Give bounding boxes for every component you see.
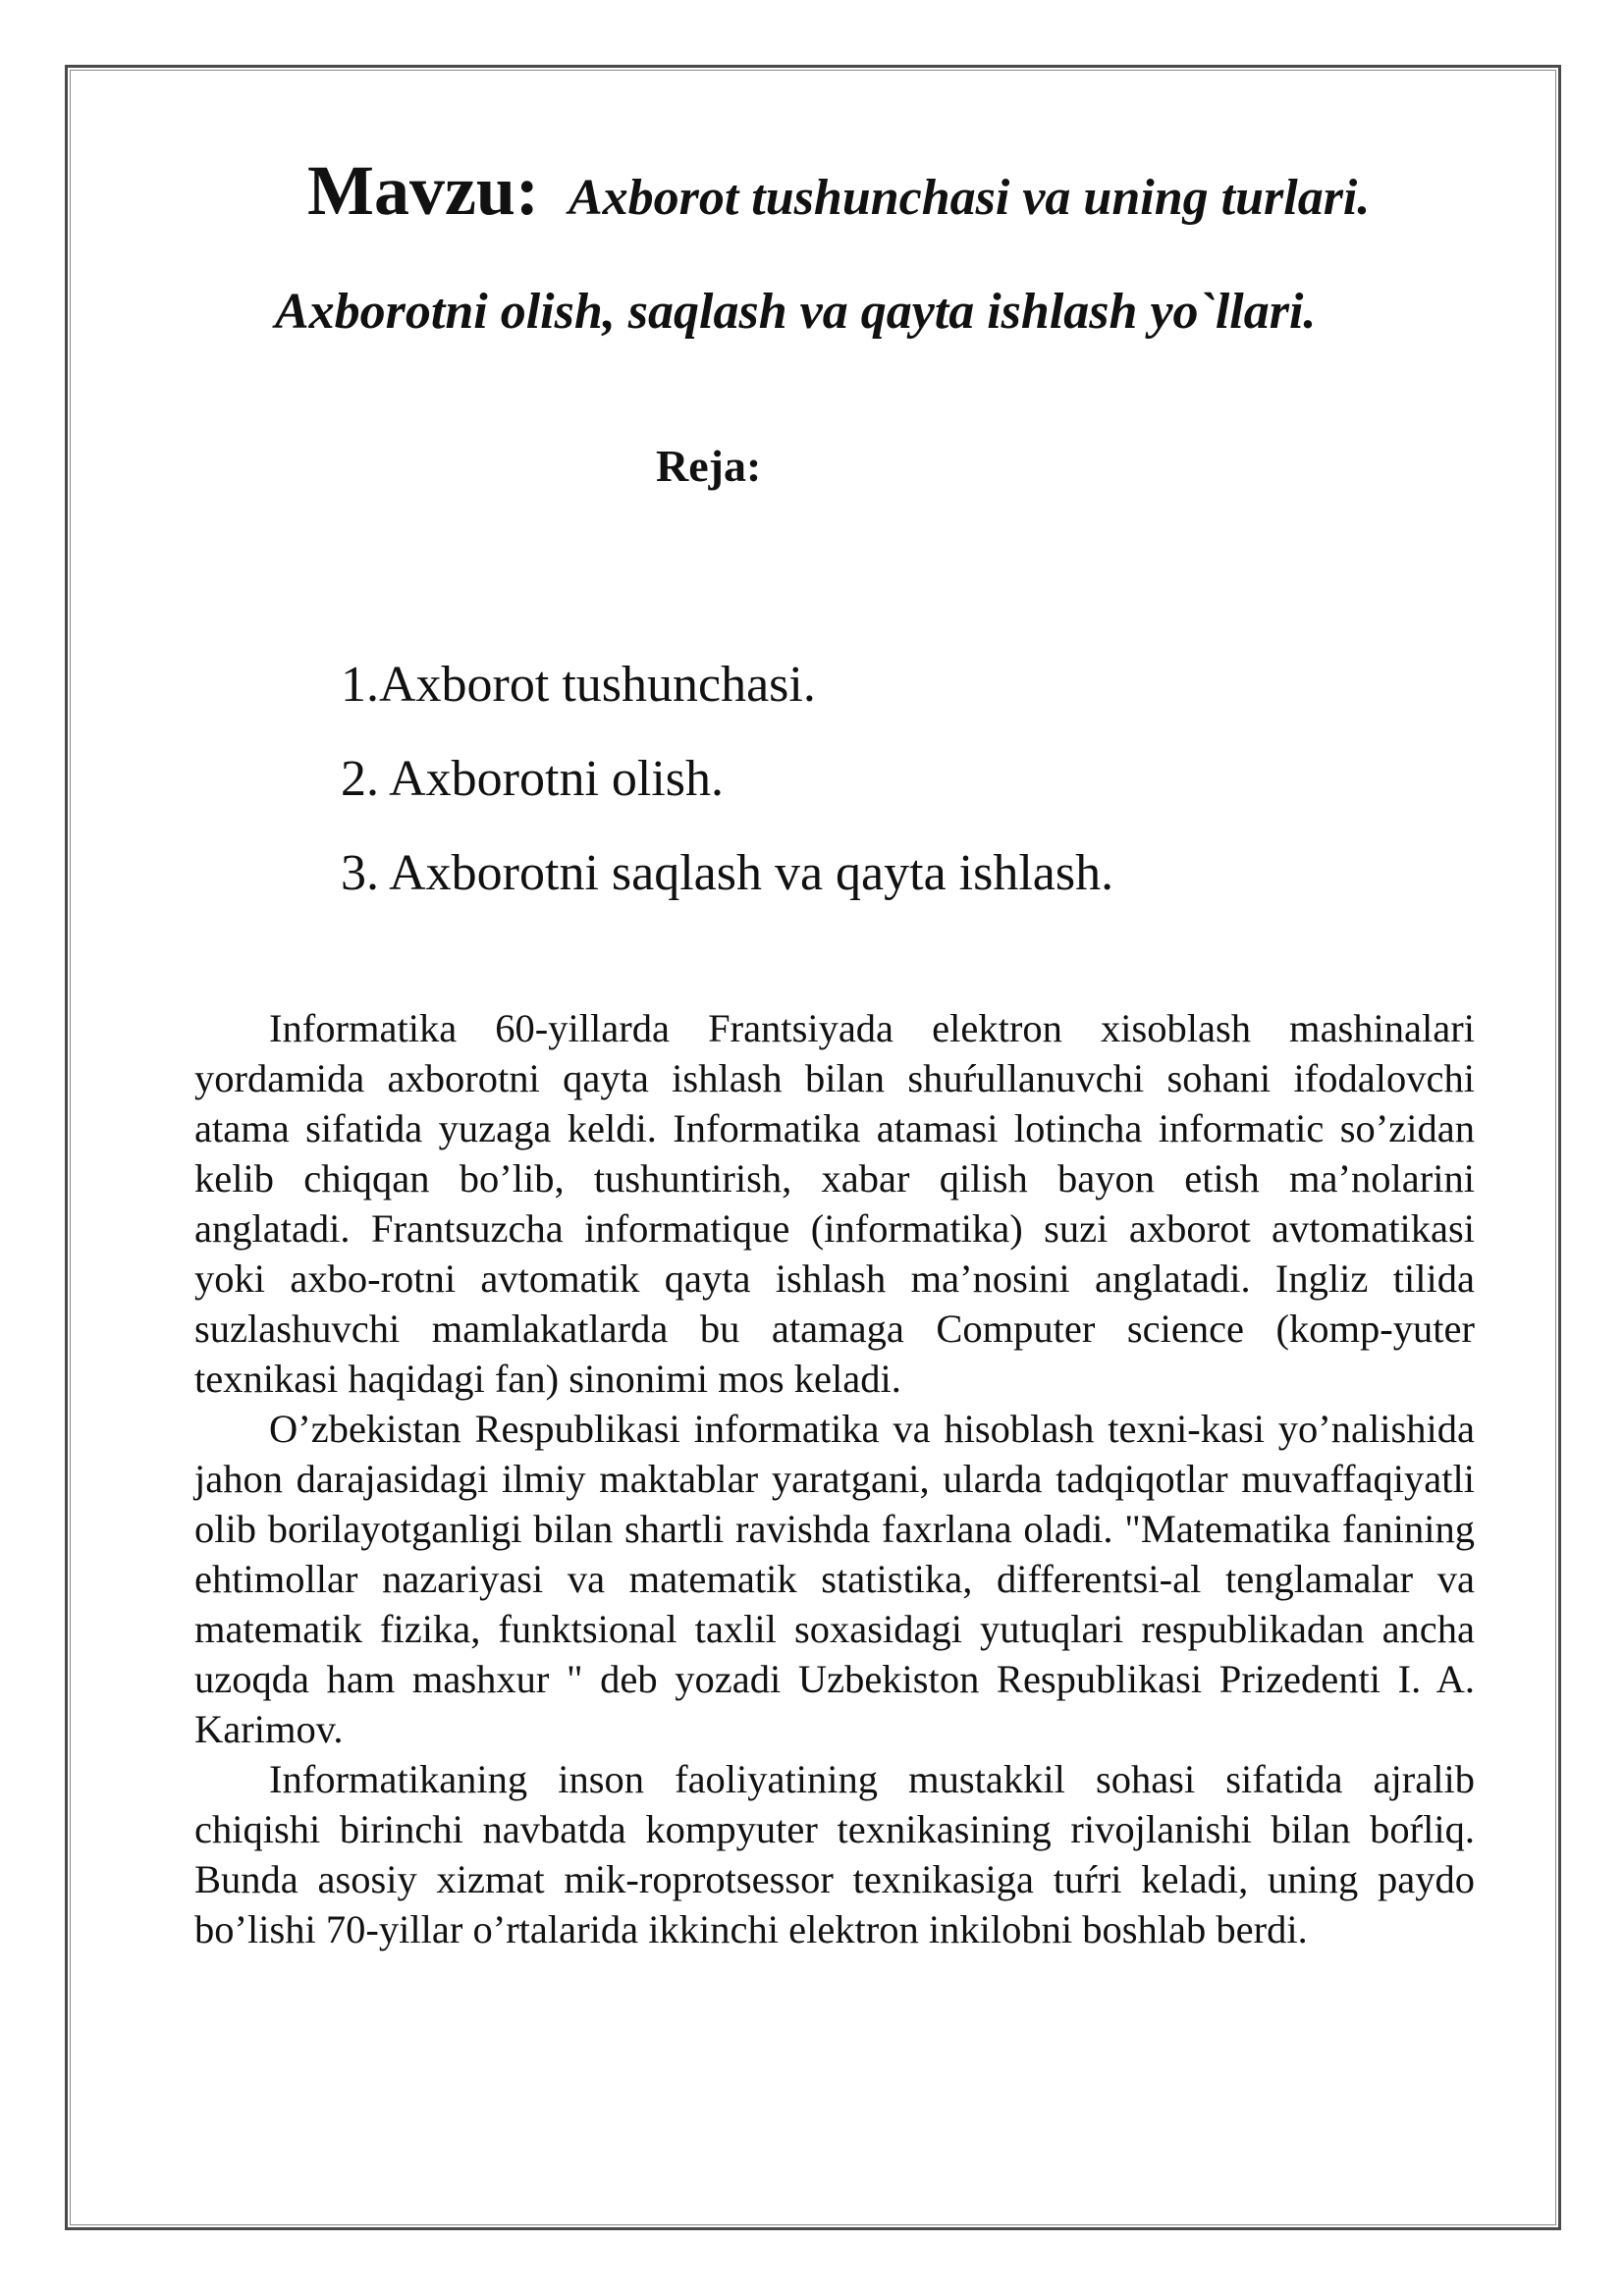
plan-item-2: 2. Axborotni olish.: [341, 751, 725, 807]
paragraph-2: O’zbekistan Respublikasi informatika va hisoblash texni-kasi yo’nalishida jahon darajasidagi ilmiy maktablar yaratgani, ularda tadqiqotlar muvaffaqiyatli olib borilayotganligi bilan shartli ravishda faxrlana oladi. "Matematika fanining ehtimollar nazariyasi va matematik statistika, differentsi-al tenglamalar va matematik fizika, funktsional taxlil soxasidagi yutuqlari respublikadan ancha uzoqda ham mashxur " deb yozadi Uzbekiston Respublikasi Prizedenti I. A. Karimov.: [194, 1407, 1475, 1751]
plan-item-1: 1.Axborot tushunchasi.: [341, 657, 816, 713]
title-label: Mavzu:: [307, 151, 539, 230]
title-topic-line1: Axborot tushunchasi va uning turlari.: [568, 170, 1371, 226]
plan-item-3: 3. Axborotni saqlash va qayta ishlash.: [341, 845, 1114, 901]
title: [307, 151, 1371, 230]
paragraph-1: Informatika 60-yillarda Frantsiyada elektron xisoblash mashinalari yordamida axborotni qayta ishlash bilan shuŕullanuvchi sohani ifodalovchi atama sifatida yuzaga keldi. Informatika atamasi lotincha informatic so’zidan kelib chiqqan bo’lib, tushuntirish, xabar qilish bayon etish ma’nolarini anglatadi. Frantsuzcha informatique (informatika) suzi axborot avtomatikasi yoki axbo-rotni avtomatik qayta ishlash ma’nosini anglatadi. Ingliz tilida suzlashuvchi mamlakatlarda bu atamaga Computer science (komp-yuter texnikasi haqidagi fan) sinonimi mos keladi.: [194, 1006, 1475, 1401]
title-topic-line2: Axborotni olish, saqlash va qayta ishlash yo`llari.: [275, 284, 1317, 340]
paragraph-3: Informatikaning inson faoliyatining mustakkil sohasi sifatida ajralib chiqishi birinchi navbatda kompyuter texnikasining rivojlanishi bilan boŕliq. Bunda asosiy xizmat mik-roprotsessor texnikasiga tuŕri keladi, uning paydo bo’lishi 70-yillar o’rtalarida ikkinchi elektron inkilobni boshlab berdi.: [194, 1757, 1475, 1951]
plan-heading: Reja:: [656, 441, 762, 491]
body-text: [194, 1003, 1475, 1954]
plan-list: [341, 657, 1114, 942]
